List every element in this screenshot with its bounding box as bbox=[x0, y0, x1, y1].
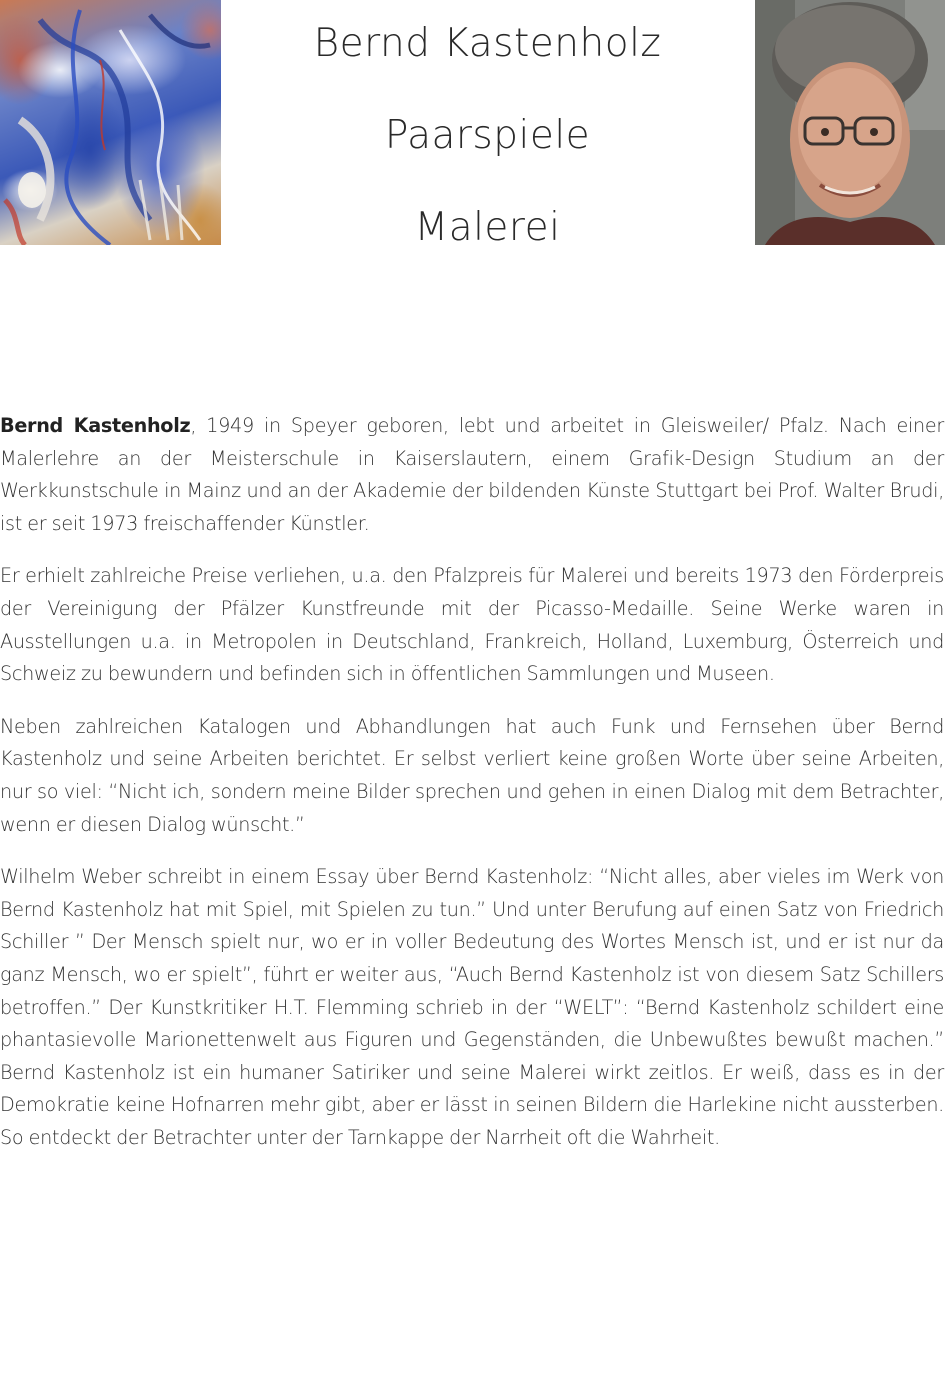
artwork-image bbox=[0, 0, 221, 245]
artist-portrait-photo bbox=[755, 0, 945, 245]
artist-name-title: Bernd Kastenholz bbox=[313, 21, 662, 66]
bio-paragraph-2: Er erhielt zahlreiche Preise verliehen, u.a. den Pfalzpreis für Malerei und bereits 1973 den Förderpreis der Vereinigung der Pfälzer Kunstfreunde mit der Picasso-Medaille. Seine Werke waren in Ausstellungen u.a. in Metropolen in Deutschland, Frankreich, Holland, Luxemburg, Österreich und Schweiz zu bewundern und befinden sich in öffentlichen Sammlungen und Museen. bbox=[0, 564, 944, 686]
bio-paragraph-1-text: , 1949 in Speyer geboren, lebt und arbeitet in Gleisweiler/ Pfalz. Nach einer Malerlehre an der Meisterschule in Kaiserslautern, einem Grafik-Design Studium an der Werkkunstschule in Mainz und an der Akademie der bildenden Künste Stuttgart bei Prof. Walter Brudi, ist er seit 1973 freischaffender Künstler. bbox=[0, 414, 945, 535]
bio-artist-name: Bernd Kastenholz bbox=[0, 414, 191, 437]
bio-paragraph-1 bbox=[0, 410, 944, 540]
genre-title: Malerei bbox=[414, 205, 561, 250]
header-titles bbox=[230, 18, 745, 294]
bio-paragraph-3: Neben zahlreichen Katalogen und Abhandlungen hat auch Funk und Fernsehen über Bernd Kastenholz und seine Arbeiten berichtet. Er selbst verliert keine großen Worte über seine Arbeiten, nur so viel: “Nicht ich, sondern meine Bilder sprechen und gehen in einen Dialog mit dem Betrachter, wenn er diesen Dialog wünscht.” bbox=[0, 714, 944, 836]
bio-paragraph-4: Wilhelm Weber schreibt in einem Essay über Bernd Kastenholz: “Nicht alles, aber vieles im Werk von Bernd Kastenholz hat mit Spiel, mit Spielen zu tun.” Und unter Berufung auf einen Satz von Friedrich Schiller ” Der Mensch spielt nur, wo er in voller Bedeutung des Wortes Mensch ist, und er ist nur da ganz Mensch, wo er spielt”, führt er weiter aus, “Auch Bernd Kastenholz ist von diesem Satz Schillers betroffen.” Der Kunstkritiker H.T. Flemming schrieb in der “WELT”: “Bernd Kastenholz schildert eine phantasievolle Marionettenwelt aus Figuren und Gegenständen, die Unbewußtes bewußt machen.” Bernd Kastenholz ist ein humaner Satiriker und seine Malerei wirkt zeitlos. Er weiß, dass es in der Demokratie keine Hofnarren mehr gibt, aber er lässt in seinen Bildern die Harlekine nicht aussterben. So entdeckt der Betrachter unter der Tarnkappe der Narrheit oft die Wahrheit. bbox=[0, 865, 944, 1149]
biography bbox=[0, 410, 944, 1174]
exhibition-subtitle: Paarspiele bbox=[384, 113, 591, 158]
